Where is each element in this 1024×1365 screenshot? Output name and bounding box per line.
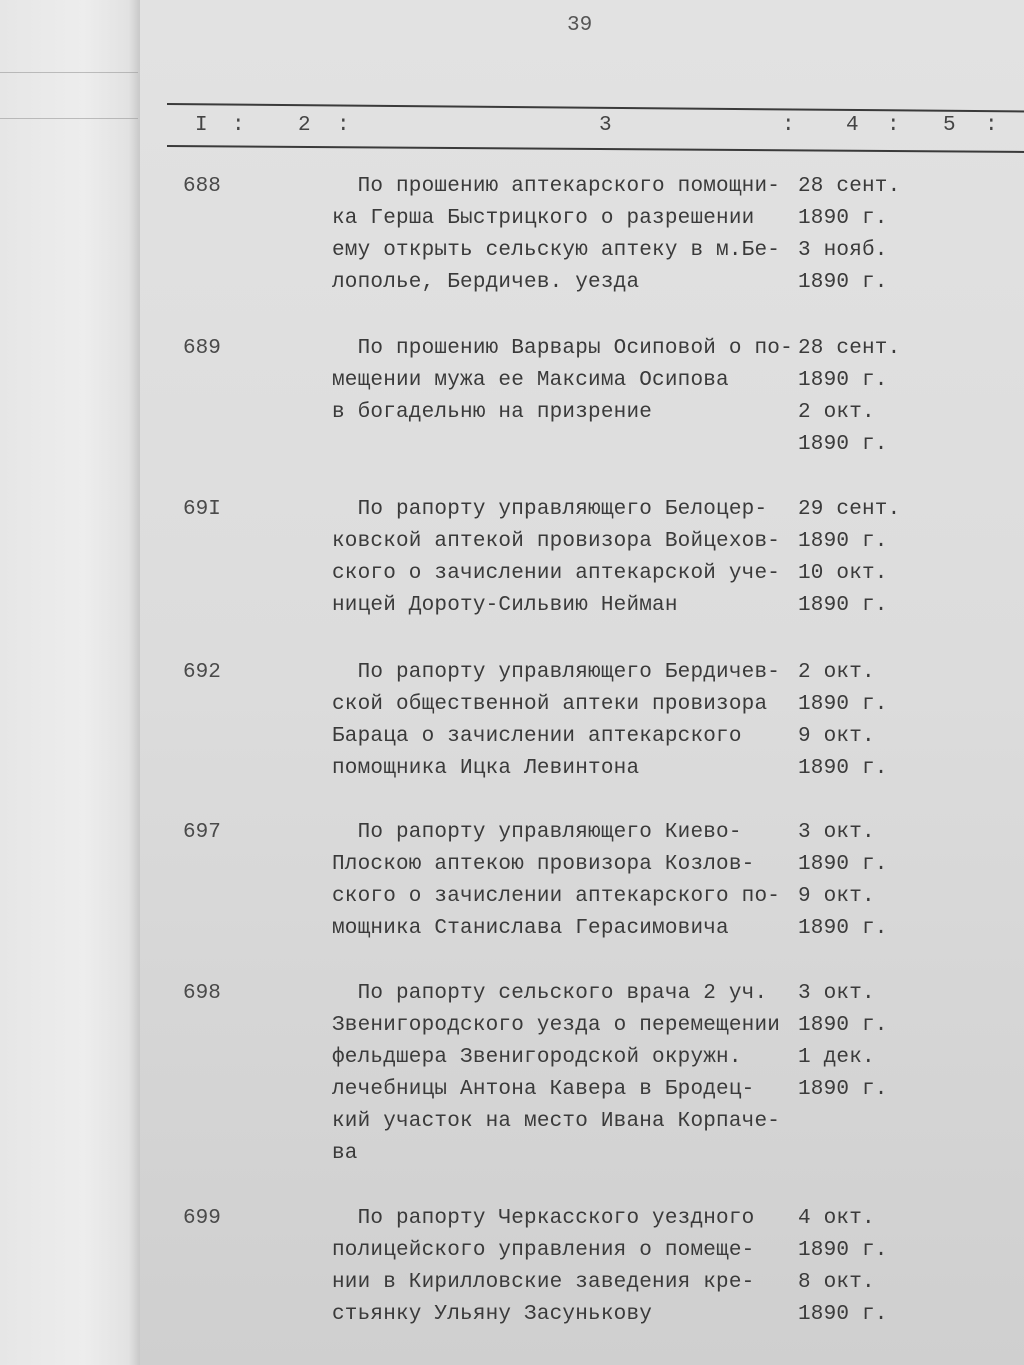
entry-date-start: 28 сент. <box>798 175 901 198</box>
header-rule-top <box>167 103 1024 113</box>
entry-text-line: мещении мужа ее Максима Осипова <box>332 369 729 392</box>
ghost-rule <box>0 72 138 73</box>
entry-year-end: 1890 г. <box>798 433 888 456</box>
column-separator: : <box>985 114 998 137</box>
entry-text-line: лополье, Бердичев. уезда <box>332 271 640 294</box>
entry-text-line: кий участок на место Ивана Корпаче- <box>332 1110 781 1133</box>
entry-year-end: 1890 г. <box>798 757 888 780</box>
entry-text-line: По прошению аптекарского помощни- <box>332 175 781 198</box>
entry-text-line: По рапорту Черкасского уездного <box>332 1207 755 1230</box>
entry-text-line: лечебницы Антона Кавера в Бродец- <box>332 1078 755 1101</box>
entry-year-start: 1890 г. <box>798 207 888 230</box>
entry-year-start: 1890 г. <box>798 693 888 716</box>
column-header-3: 3 <box>599 114 612 137</box>
entry-text-line: стьянку Ульяну Засунькову <box>332 1303 653 1326</box>
column-separator: : <box>887 114 900 137</box>
entry-year-end: 1890 г. <box>798 1303 888 1326</box>
facing-page-edge <box>0 0 140 1365</box>
entry-year-start: 1890 г. <box>798 1239 888 1262</box>
entry-text-line: По рапорту управляющего Бердичев- <box>332 661 781 684</box>
entry-text-line: помощника Ицка Левинтона <box>332 757 640 780</box>
page-number: 39 <box>567 14 593 37</box>
entry-date-start: 2 окт. <box>798 661 875 684</box>
entry-text-line: фельдшера Звенигородской окружн. <box>332 1046 742 1069</box>
entry-text-line: ка Герша Быстрицкого о разрешении <box>332 207 755 230</box>
entry-number: 69I <box>183 498 221 521</box>
entry-year-start: 1890 г. <box>798 530 888 553</box>
entry-text-line: в богадельню на призрение <box>332 401 653 424</box>
column-separator: : <box>782 114 795 137</box>
entry-text-line: ской общественной аптеки провизора <box>332 693 768 716</box>
entry-year-end: 1890 г. <box>798 1078 888 1101</box>
entry-year-end: 1890 г. <box>798 917 888 940</box>
entry-year-start: 1890 г. <box>798 369 888 392</box>
entry-number: 697 <box>183 821 221 844</box>
entry-text-line: По рапорту сельского врача 2 уч. <box>332 982 768 1005</box>
entry-date-start: 3 окт. <box>798 982 875 1005</box>
entry-text-line: По прошению Варвары Осиповой о по- <box>332 337 793 360</box>
entry-text-line: Бараца о зачислении аптекарского <box>332 725 742 748</box>
entry-date-start: 4 окт. <box>798 1207 875 1230</box>
entry-text-line: мощника Станислава Герасимовича <box>332 917 729 940</box>
entry-date-start: 28 сент. <box>798 337 901 360</box>
entry-text-line: полицейского управления о помеще- <box>332 1239 755 1262</box>
entry-date-end: 9 окт. <box>798 885 875 908</box>
entry-text-line: нии в Кирилловские заведения кре- <box>332 1271 755 1294</box>
entry-number: 689 <box>183 337 221 360</box>
column-header-1: I <box>195 114 208 137</box>
entry-text-line: По рапорту управляющего Киево- <box>332 821 742 844</box>
entry-text-line: По рапорту управляющего Белоцер- <box>332 498 768 521</box>
entry-text-line: ского о зачислении аптекарской уче- <box>332 562 781 585</box>
column-header-2: 2 <box>298 114 311 137</box>
entry-date-start: 3 окт. <box>798 821 875 844</box>
entry-date-end: 1 дек. <box>798 1046 875 1069</box>
entry-text-line: Звенигородского уезда о перемещении <box>332 1014 781 1037</box>
entry-number: 688 <box>183 175 221 198</box>
entry-text-line: ницей Дороту-Сильвию Нейман <box>332 594 678 617</box>
entry-date-end: 10 окт. <box>798 562 888 585</box>
column-header-5: 5 <box>943 114 956 137</box>
entry-date-end: 8 окт. <box>798 1271 875 1294</box>
entry-text-line: ского о зачислении аптекарского по- <box>332 885 781 908</box>
column-separator: : <box>232 114 245 137</box>
ghost-rule <box>0 118 138 119</box>
entry-number: 698 <box>183 982 221 1005</box>
entry-year-end: 1890 г. <box>798 594 888 617</box>
column-separator: : <box>337 114 350 137</box>
entry-date-end: 9 окт. <box>798 725 875 748</box>
entry-year-start: 1890 г. <box>798 1014 888 1037</box>
entry-text-line: ва <box>332 1142 358 1165</box>
entry-year-start: 1890 г. <box>798 853 888 876</box>
header-rule-bottom <box>167 145 1024 153</box>
entry-date-end: 3 нояб. <box>798 239 888 262</box>
entry-date-start: 29 сент. <box>798 498 901 521</box>
entry-date-end: 2 окт. <box>798 401 875 424</box>
document-page <box>140 0 1024 1365</box>
entry-text-line: Плоскою аптекою провизора Козлов- <box>332 853 755 876</box>
column-header-4: 4 <box>846 114 859 137</box>
entry-text-line: ему открыть сельскую аптеку в м.Бе- <box>332 239 781 262</box>
entry-year-end: 1890 г. <box>798 271 888 294</box>
entry-number: 699 <box>183 1207 221 1230</box>
entry-number: 692 <box>183 661 221 684</box>
entry-text-line: ковской аптекой провизора Войцехов- <box>332 530 781 553</box>
